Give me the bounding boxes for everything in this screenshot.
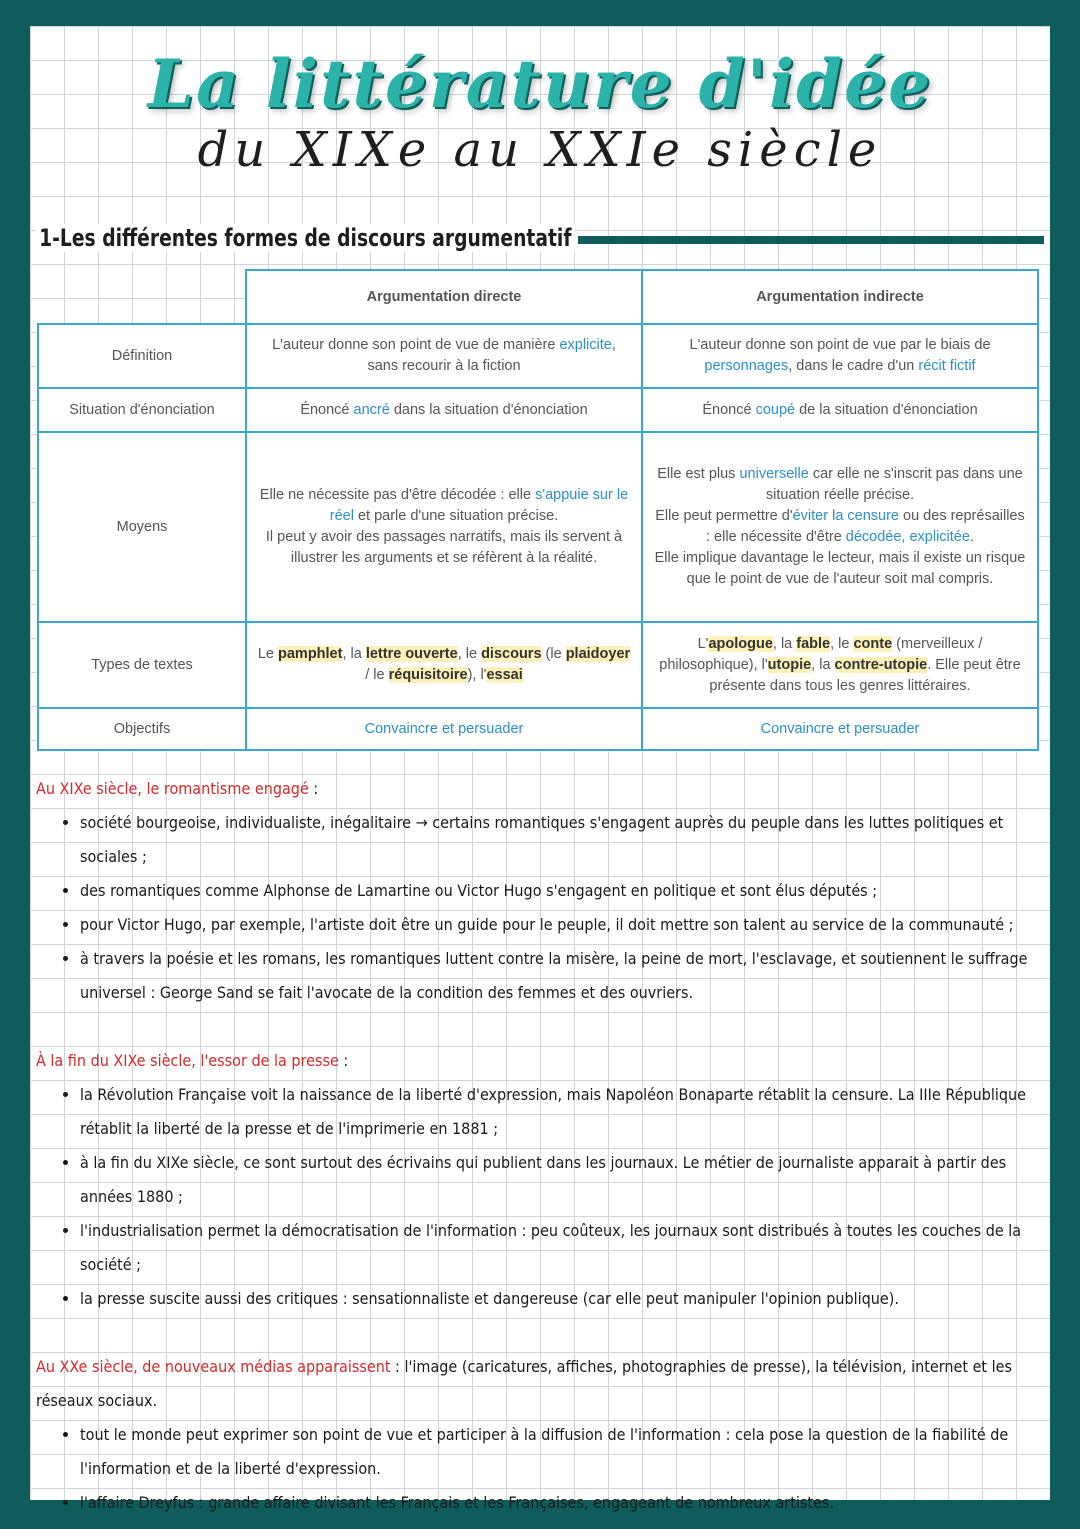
section-title: 1-Les différentes formes de discours argumentatif (36, 224, 575, 252)
section-title-bar (578, 236, 1044, 244)
heading-medias: Au XXe siècle, de nouveaux médias apparaissent : l'image (caricatures, affiches, photographies de presse), la télévision, internet et les réseaux sociaux. (36, 1357, 1012, 1410)
types-direct: Le pamphlet, la lettre ouverte, le discours (le plaidoyer / le réquisitoire), l'essai (246, 622, 642, 708)
row-header-moyens: Moyens (38, 432, 246, 622)
row-header-objectifs: Objectifs (38, 708, 246, 750)
types-indirect: L'apologue, la fable, le conte (merveilleux / philosophique), l'utopie, la contre-utopie. Elle peut être présente dans tous les genres littéraires. (642, 622, 1038, 708)
list-item: • la Révolution Française voit la naissance de la liberté d'expression, mais Napoléon Bonaparte rétablit la censure. La IIIe République rétablit la liberté de la presse et de l'imprimerie en 1881 ; (80, 1078, 1044, 1146)
list-item: • tout le monde peut exprimer son point de vue et participer à la diffusion de l'information : cela pose la question de la fiabilité de l'information et de la liberté d'expression. (80, 1418, 1044, 1486)
col-header-indirect: Argumentation indirecte (642, 270, 1038, 324)
title-subtitle: du XIXe au XXIe siècle (197, 122, 883, 178)
list-item: • pour Victor Hugo, par exemple, l'artiste doit être un guide pour le peuple, il doit mettre son talent au service de la communauté ; (80, 908, 1044, 942)
list-item: • l'affaire Dreyfus : grande affaire divisant les Français et les Françaises, engageant de nombreux artistes. (80, 1486, 1044, 1520)
heading-presse: À la fin du XIXe siècle, l'essor de la presse : (36, 1051, 349, 1070)
argumentation-table (37, 269, 1039, 751)
heading-romantisme: Au XIXe siècle, le romantisme engagé : (36, 779, 319, 798)
notes (36, 772, 1044, 1520)
situation-indirect: Énoncé coupé de la situation d'énonciation (642, 388, 1038, 432)
grid-sheet (30, 26, 1050, 1512)
page-title (30, 46, 1050, 206)
col-header-direct: Argumentation directe (246, 270, 642, 324)
list-item: • l'industrialisation permet la démocratisation de l'information : peu coûteux, les journaux sont distribués à toutes les couches de la société ; (80, 1214, 1044, 1282)
list-item: • à travers la poésie et les romans, les romantiques luttent contre la misère, la peine de mort, l'esclavage, et soutiennent le suffrage universel : George Sand se fait l'avocate de la condition des femmes et des ouvriers. (80, 942, 1044, 1010)
objectifs-direct: Convaincre et persuader (246, 708, 642, 750)
list-medias (36, 1418, 1044, 1520)
row-header-definition: Définition (38, 324, 246, 388)
title-main: La littérature d'idée (147, 45, 933, 123)
definition-direct: L'auteur donne son point de vue de manière explicite, sans recourir à la fiction (246, 324, 642, 388)
moyens-indirect: Elle est plus universelle car elle ne s'inscrit pas dans une situation réelle précise. Elle peut permettre d'éviter la censure ou des représailles : elle nécessite d'être décodée, explicitée. Elle implique davantage le lecteur, mais il existe un risque que le point de vue de l'auteur soit mal compris. (642, 432, 1038, 622)
objectifs-indirect: Convaincre et persuader (642, 708, 1038, 750)
list-romantisme (36, 806, 1044, 1010)
row-header-situation: Situation d'énonciation (38, 388, 246, 432)
list-item: • société bourgeoise, individualiste, inégalitaire → certains romantiques s'engagent auprès du peuple dans les luttes politiques et sociales ; (80, 806, 1044, 874)
list-presse (36, 1078, 1044, 1316)
list-item: • des romantiques comme Alphonse de Lamartine ou Victor Hugo s'engagent en politique et sont élus députés ; (80, 874, 1044, 908)
row-header-types: Types de textes (38, 622, 246, 708)
list-item: • la presse suscite aussi des critiques : sensationnaliste et dangereuse (car elle peut manipuler l'opinion publique). (80, 1282, 1044, 1316)
table-corner (38, 270, 246, 324)
situation-direct: Énoncé ancré dans la situation d'énonciation (246, 388, 642, 432)
moyens-direct: Elle ne nécessite pas d'être décodée : elle s'appuie sur le réel et parle d'une situation précise. Il peut y avoir des passages narratifs, mais ils servent à illustrer les arguments et se réfèrent à la réalité. (246, 432, 642, 622)
definition-indirect: L'auteur donne son point de vue par le biais de personnages, dans le cadre d'un récit fictif (642, 324, 1038, 388)
list-item: • à la fin du XIXe siècle, ce sont surtout des écrivains qui publient dans les journaux. Le métier de journaliste apparait à partir des années 1880 ; (80, 1146, 1044, 1214)
